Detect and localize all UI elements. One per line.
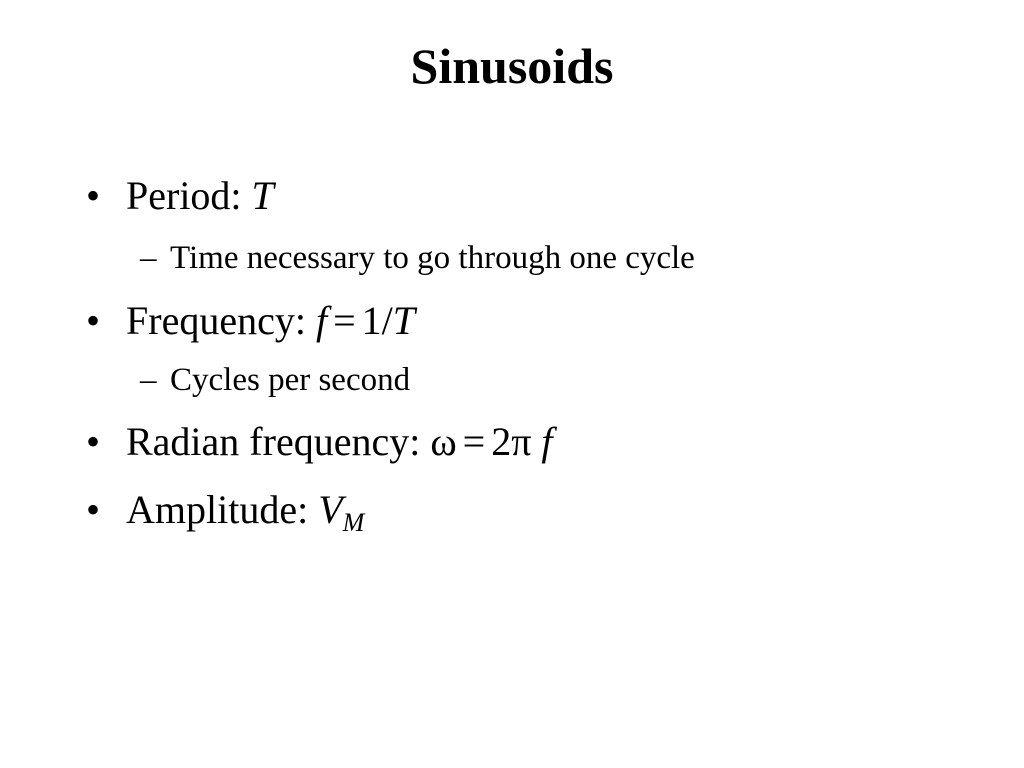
bullet-frequency [86, 297, 415, 345]
bullet-period [86, 172, 274, 220]
frequency-equals: = [333, 298, 356, 343]
bullet-radian-frequency [86, 418, 553, 466]
sub-bullet-period [140, 238, 695, 278]
sub-bullet-marker: – [140, 362, 157, 398]
period-symbol: T [251, 173, 274, 218]
bullet-marker: • [86, 487, 101, 532]
amplitude-subscript: M [342, 508, 365, 537]
frequency-f-symbol: f [315, 298, 328, 343]
sub-bullet-frequency-text: Cycles per second [170, 362, 411, 398]
bullet-marker: • [86, 298, 101, 343]
omega-symbol: ω [430, 419, 457, 464]
frequency-one-over: 1/ [361, 298, 393, 343]
sub-bullet-marker: – [140, 240, 157, 276]
sub-bullet-period-text: Time necessary to go through one cycle [170, 240, 695, 276]
radian-equals: = [462, 419, 486, 464]
amplitude-V-symbol: V [318, 487, 343, 532]
bullet-marker: • [86, 419, 101, 464]
bullet-radian-frequency-label: Radian frequency: [126, 419, 421, 464]
slide-title: Sinusoids [410, 38, 614, 94]
bullet-amplitude-label: Amplitude: [126, 487, 309, 532]
bullet-period-label: Period: [126, 173, 242, 218]
radian-f-symbol: f [541, 419, 553, 464]
two-pi-symbol: 2π [491, 419, 532, 464]
bullet-frequency-label: Frequency: [126, 298, 306, 343]
frequency-T-symbol: T [392, 298, 416, 343]
bullet-marker: • [86, 173, 101, 218]
bullet-amplitude [86, 486, 364, 547]
sub-bullet-frequency [140, 360, 410, 400]
